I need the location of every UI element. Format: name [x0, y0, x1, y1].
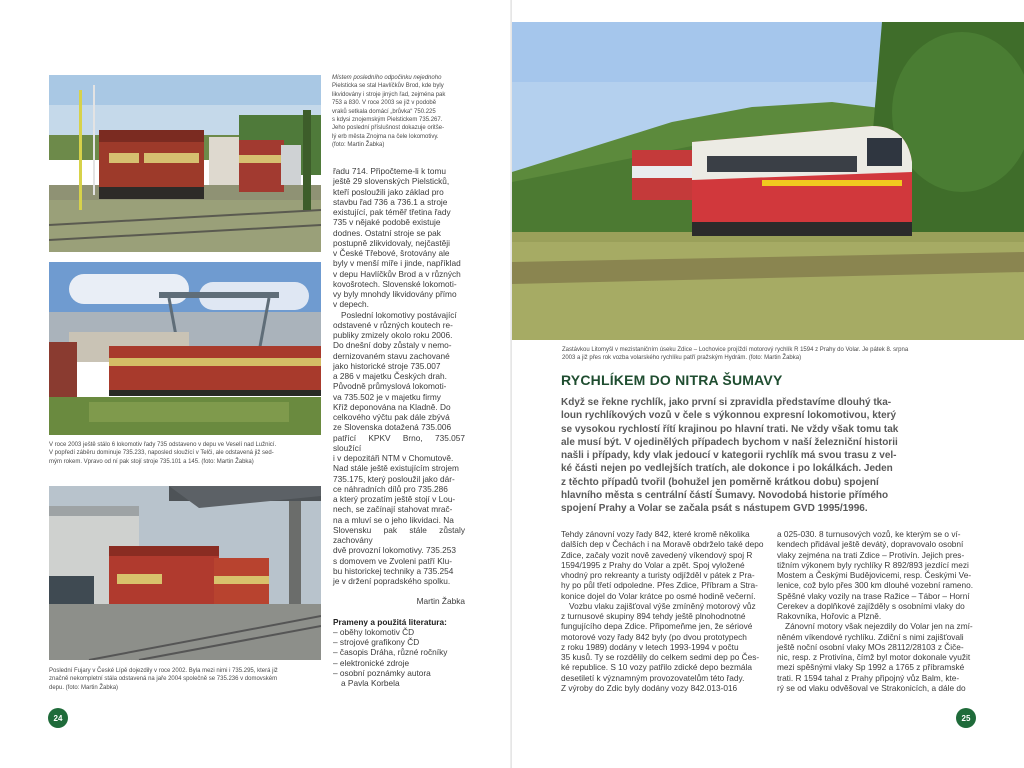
text-line: celkového výčtu pak dále zbývá [333, 412, 450, 422]
reference-item: – elektronické zdroje [333, 657, 410, 668]
caption-line: mým rokem. Vpravo od ní pak stojí stroje 735.101 a 145. (foto: Martin Žabka) [49, 458, 254, 465]
lead-line: našli i případy, kdy vlak jedoucí v kategorii rychlík má svou trasu z vel- [561, 450, 897, 462]
text-line: publiky zmizely okolo roku 2006. [333, 330, 453, 340]
text-line: Kříž deponována na Kladně. Do [333, 401, 451, 412]
text-line: dodnes. Ostatní stroje se pak [333, 227, 441, 238]
text-line: z turnusové skupiny 894 tehdy ještě plnohodnotné [561, 611, 746, 621]
caption-line: 753 a 830. V roce 2003 se již v podobě [332, 100, 437, 107]
caption-line: V roce 2003 ještě stálo 6 lokomotiv řady 735 odstaveno v depu ve Veselí nad Lužnicí. [49, 442, 277, 448]
text-line: ce náhradních dílů pro 735.286 [333, 483, 448, 494]
lead-line: hlavního města s centrální částí Šumavy. Novodobá historie přímého [561, 490, 889, 502]
text-line: v depu Havlíčkův Brod a v různých [333, 268, 461, 279]
text-line: vlaky zejména na trati Zdice – Protivín. Jejich pres- [777, 549, 965, 560]
text-line: Spěšné vlaky vozily na trase Ražice – Tábor – Horní [777, 590, 970, 601]
photo-havlickuv-brod [49, 75, 321, 252]
photo-motor-train-caption [562, 346, 992, 363]
article-column [333, 166, 465, 688]
text-line: ještě noční osobní vlaky MOs 28112/28103 z Čiče- [777, 641, 964, 652]
text-line: jako historické stroje 735.007 [333, 360, 441, 371]
text-line: lenice, což bylo přes 300 km dlouhé vozební rameno. [777, 580, 974, 591]
text-line: fungujícího depa Zdice. Připomeňme jen, že sériové [561, 621, 753, 632]
caption-line: 2003 a již přes rok vozba volarského rychlíku patří pražským Hydrám. (foto: Martin Žabka) [562, 355, 802, 362]
text-line: Cerekev a doplňkové zajížděly s osobními vlaky do [777, 600, 965, 611]
text-line: trati. R 1594 tahal z Prahy připojný vůz Balm, kte- [777, 672, 960, 683]
text-line: konice dojel do Volar krátce po osmé hodině večerní. [561, 590, 756, 601]
caption-line: V popředí záběru dominuje 735.233, naposled sloužící v Telči, ale odstavená již sed- [49, 450, 274, 457]
text-line: a který prozatím ještě stojí v Lou- [333, 494, 456, 504]
text-line: ké republice. S 10 vozy patřilo zdické depo bezmála [561, 662, 752, 673]
text-line: ze Slovenska dotažená 735.006 [333, 422, 452, 433]
caption-line: Místem posledního odpočinku nejednoho [332, 75, 442, 81]
text-line: 735 v nějaké podobě existuje [333, 217, 441, 228]
lead-line: spojení Prahy a Volar se začala psát s nástupem GVD 1995/1996. [561, 503, 868, 515]
photo-veseli-nad-luznici-image [49, 262, 321, 435]
page-number-right: 25 [956, 708, 976, 728]
text-line: byly v menší míře i jinde, například [333, 258, 461, 269]
text-line: Slovensku pak stále zůstaly zachovány [333, 524, 465, 545]
caption-line: vraků setkala domácí „brůvka“ 750.225 [332, 108, 436, 115]
caption-line: depu. (foto: Martin Žabka) [49, 684, 119, 691]
text-line: je v držení popradského spolku. [333, 576, 451, 586]
text-line: Do dnešní doby zůstaly v nemo- [333, 340, 452, 351]
reference-item: a Pavla Korbela [341, 678, 400, 688]
text-line: Tehdy zánovní vozy řady 842, které kromě několika [561, 529, 750, 539]
lead-line: se vysokou rychlostí řítí krajinou po hlavní trati. Ne vždy však tomu tak [561, 423, 899, 435]
article-column-1 [561, 529, 769, 693]
photo-veseli-nad-luznici [49, 262, 321, 435]
reference-item: – časopis Dráha, různé ročníky [333, 647, 448, 658]
lead-line: ké části nejen po vedlejších tratích, ale dokonce i po lokálkách. Jeden [561, 463, 893, 475]
photo-ceska-lipa-image [49, 486, 321, 660]
text-line: nech, se začínají stahovat mrač- [333, 504, 453, 515]
text-line: řadu 714. Připočteme-li k tomu [333, 166, 446, 176]
text-line: Rakovníka, Hořovic a Plzně. [777, 611, 882, 621]
reference-item: – oběhy lokomotiv ČD [333, 626, 415, 637]
text-line: kendech přidával ještě devátý, dopravovalo osobní [777, 539, 964, 550]
lead-line: loun rychlíkových vozů v čele s výkonnou expresní lokomotivou, který [561, 410, 897, 422]
text-line: Nad stále ještě existujícím strojem [333, 463, 459, 474]
references-title: Prameny a použitá literatura: [333, 616, 447, 627]
text-line: motorové vozy řady 842 byly (po dvou prototypech [561, 631, 747, 642]
photo-veseli-nad-luznici-caption [49, 441, 339, 466]
article-paragraph-1 [333, 166, 465, 310]
caption-line: Poslední Fujary v České Lípě dojezdily v roce 2002. Byla mezi nimi i 735.295, která již [49, 668, 278, 674]
caption-line: značně nekompletní stála odstavená na jaře 2004 společně se 735.236 v domovském [49, 676, 278, 683]
lead-paragraph [561, 396, 985, 516]
caption-line: Jeho poslední příslušnost dokazuje oritše- [332, 125, 445, 132]
caption-line: Pielsticka se stal Havlíčkův Brod, kde byly [332, 83, 444, 90]
text-line: 1594/1995 z Prahy do Volar a zpět. Spoj vyložené [561, 559, 745, 570]
text-line: tižním výkonem byly rychlíky R 892/893 jezdící mezi [777, 559, 969, 570]
caption-line: lý erb města Znojma na čele lokomotivy. [332, 133, 439, 140]
text-line: na a mluví se o jeho likvidaci. Na [333, 514, 454, 525]
text-line: stavbu řad 736 a 736.1 a stroje [333, 196, 448, 207]
lead-line: ale musí být. V ojedinělých případech bychom v naší železniční historii [561, 436, 898, 448]
caption-line: s kdysi znojemským Pielstickem 735.267. [332, 117, 443, 124]
text-line: bu historickej techniky a 735.254 [333, 565, 454, 576]
text-line: něném víkendové rychlíku. Zdiční s nimi zajišťovali [777, 631, 964, 642]
text-line: dvě provozní lokomotivy. 735.253 [333, 545, 456, 556]
text-line: s domovem ve Zvoleni patří Klu- [333, 555, 452, 566]
photo-ceska-lipa [49, 486, 321, 660]
text-line: mezi spěšnými vlaky Sp 1992 a 1765 z příbramské [777, 662, 965, 673]
author-signature: Martin Žabka [416, 596, 465, 607]
article-paragraph-2 [333, 310, 465, 587]
page-number-left: 24 [48, 708, 68, 728]
text-line: hy po půl třetí odpoledne. Přes Zdice, Příbram a Stra- [561, 580, 758, 591]
lead-line: z těchto případů tvořil (bohužel jen poměrně krátkou dobu) spojení [561, 476, 879, 488]
text-line: Původně průmyslová lokomoti- [333, 381, 447, 392]
right-page [512, 0, 1024, 768]
caption-line: Zastávkou Litomyšl v mezistaničním úseku Zdice – Lochovice projíždí motorový rychlík R 1594 z Prahy do Volar. Je pátek 8. srpna [562, 347, 909, 353]
text-line: patřící KPKV Brno, 735.057 sloužící [333, 432, 465, 453]
photo-havlickuv-brod-caption [332, 74, 482, 150]
lead-line: Když se řekne rychlík, jako první si zpravidla představíme dlouhý tka- [561, 397, 892, 408]
photo-havlickuv-brod-image [49, 75, 321, 252]
text-line: ještě 29 slovenských Pielsticků, [333, 176, 450, 187]
text-line: Zdice, začaly vozit nově zavedený víkendový spoj R [561, 549, 753, 560]
text-line: Mostem a Českými Budějovicemi, resp. Českými Ve- [777, 570, 972, 580]
text-line: vy byly mnohdy likvidovány přímo [333, 289, 457, 299]
text-line: existující, pak téměř třetina řady [333, 207, 451, 217]
text-line: odstavené v různých koutech re- [333, 319, 453, 330]
section-title: RYCHLÍKEM DO NITRA ŠUMAVY [561, 372, 783, 388]
photo-ceska-lipa-caption [49, 667, 339, 692]
text-line: v depech. [333, 299, 369, 310]
text-line: rý se od vlaku odvěšoval ve Strakonicích, a dále do [777, 682, 966, 693]
text-line: kteří posloužili jako základ pro [333, 186, 444, 197]
text-line: a 286 v majetku Českých drah. [333, 371, 447, 381]
text-line: v České Třebové, šrotovány ale [333, 248, 450, 258]
text-line: a 025-030. 8 turnusových vozů, ke kterým se o ví- [777, 529, 961, 539]
text-line: dalších dep v Čechách i na Moravě obdrželo také depo [561, 539, 764, 550]
reference-item: – strojové grafikony ČD [333, 637, 420, 647]
text-line: z roku 1989) dodány v letech 1993-1994 v počtu [561, 641, 739, 652]
text-line: dernizovaném stavu zachované [333, 350, 450, 361]
caption-line: (foto: Martin Žabka) [332, 142, 385, 149]
text-line: postupně zlikvidovaly, nejčastěji [333, 237, 450, 248]
text-line: i v depozitáři NTM v Chomutově. [333, 453, 454, 463]
text-line: desetiletí k významným provozovatelům této řady. [561, 672, 745, 683]
text-line: Zánovní motory však nejezdily do Volar jen na zmí- [785, 621, 973, 632]
article-column-2 [777, 529, 985, 693]
text-line: nic, resp. z Protivína, čímž byl motor dokonale využit [777, 652, 971, 662]
text-line: Poslední lokomotivy postávající [341, 309, 457, 320]
photo-motor-train [512, 22, 1024, 340]
reference-item: – osobní poznámky autora [333, 667, 431, 678]
text-line: 735.175, který posloužil jako dár- [333, 473, 455, 484]
text-line: kovošrotech. Slovenské lokomoti- [333, 278, 457, 289]
text-line: 35 kusů. Ty se rozdělily do celkem sedmi dep po Čes- [561, 652, 760, 662]
photo-motor-train-image [512, 22, 1024, 340]
text-line: vhodný pro rekreanty a turisty odjížděl v pátek z Pra- [561, 570, 755, 580]
text-line: va 735.502 je v majetku firmy [333, 391, 441, 402]
text-line: Z výroby do Zdic byly dodány vozy 842.013-016 [561, 682, 738, 693]
caption-line: likvidovány i stroje jiných řad, zejména pak [332, 91, 446, 98]
references-list [333, 627, 465, 689]
text-line: Vozbu vlaku zajišťoval výše zmíněný motorový vůz [569, 600, 756, 611]
